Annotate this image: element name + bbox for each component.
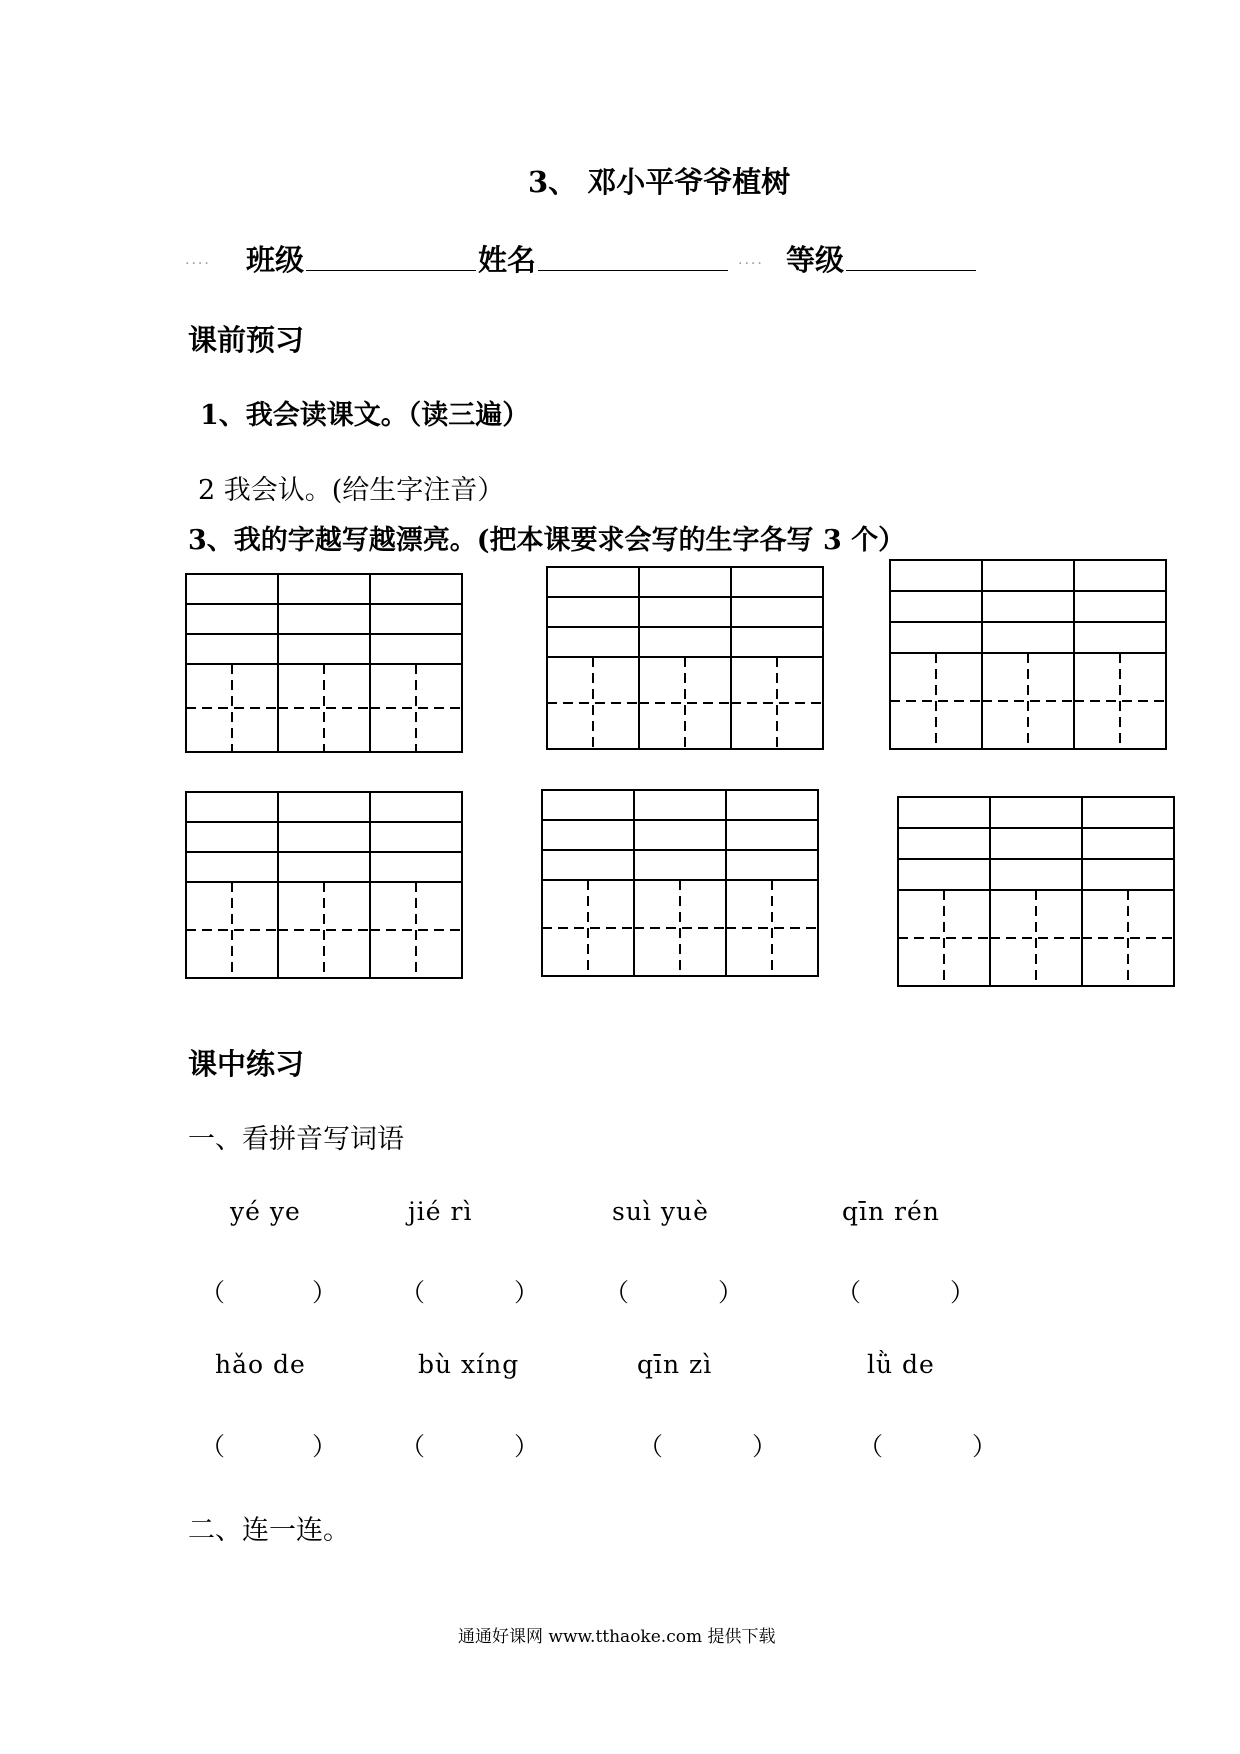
answer-blank-open[interactable]: （ bbox=[858, 1432, 884, 1461]
answer-blank-close: ） bbox=[514, 1432, 540, 1461]
writing-grid-block[interactable] bbox=[542, 790, 818, 976]
writing-grid-block[interactable] bbox=[186, 574, 462, 752]
writing-grid-block[interactable] bbox=[898, 797, 1174, 986]
answer-blank-close: ） bbox=[718, 1278, 744, 1307]
grade-label: 等级 bbox=[786, 243, 845, 277]
answer-blank-open[interactable]: （ bbox=[200, 1278, 226, 1307]
answer-blank-open[interactable]: （ bbox=[400, 1432, 426, 1461]
answer-blank-close: ） bbox=[950, 1278, 976, 1307]
answer-blank-open[interactable]: （ bbox=[400, 1278, 426, 1307]
answer-blank-close: ） bbox=[312, 1432, 338, 1461]
page-title: 3、 邓小平爷爷植树 bbox=[528, 165, 791, 199]
dot-leader: .... bbox=[738, 252, 764, 268]
preview-item-3: 3、我的字越写越漂亮。(把本课要求会写的生字各写 3 个） bbox=[188, 525, 906, 556]
answer-blank-close: ） bbox=[752, 1432, 778, 1461]
pinyin-word: jié rì bbox=[408, 1197, 473, 1226]
pinyin-word: yé ye bbox=[230, 1197, 301, 1226]
class-label: 班级 bbox=[246, 243, 305, 277]
part2-title: 二、连一连。 bbox=[188, 1515, 350, 1546]
name-label: 姓名 bbox=[478, 243, 537, 277]
pinyin-word: qīn rén bbox=[842, 1197, 940, 1226]
answer-blank-close: ） bbox=[514, 1278, 540, 1307]
dot-leader: .... bbox=[185, 252, 211, 268]
answer-blank-open[interactable]: （ bbox=[604, 1278, 630, 1307]
pinyin-word: lǜ de bbox=[867, 1350, 935, 1379]
part1-title: 一、看拼音写词语 bbox=[188, 1124, 404, 1155]
pinyin-word: bù xíng bbox=[418, 1350, 520, 1379]
answer-blank-open[interactable]: （ bbox=[836, 1278, 862, 1307]
pinyin-word: qīn zì bbox=[637, 1350, 713, 1379]
preview-item-2: 2 我会认。(给生字注音） bbox=[198, 475, 505, 506]
writing-grid-block[interactable] bbox=[547, 567, 823, 749]
writing-grid-block[interactable] bbox=[890, 560, 1166, 749]
footer-text: 通通好课网 www.tthaoke.com 提供下载 bbox=[458, 1627, 776, 1647]
pinyin-word: suì yuè bbox=[612, 1197, 709, 1226]
section-heading-practice: 课中练习 bbox=[188, 1047, 305, 1081]
writing-grid-block[interactable] bbox=[186, 792, 462, 978]
answer-blank-open[interactable]: （ bbox=[638, 1432, 664, 1461]
answer-blank-close: ） bbox=[312, 1278, 338, 1307]
pinyin-word: hǎo de bbox=[215, 1350, 306, 1379]
answer-blank-open[interactable]: （ bbox=[200, 1432, 226, 1461]
section-heading-preview: 课前预习 bbox=[188, 323, 305, 357]
preview-item-1: 1、我会读课文。（读三遍） bbox=[200, 400, 530, 431]
answer-blank-close: ） bbox=[972, 1432, 998, 1461]
